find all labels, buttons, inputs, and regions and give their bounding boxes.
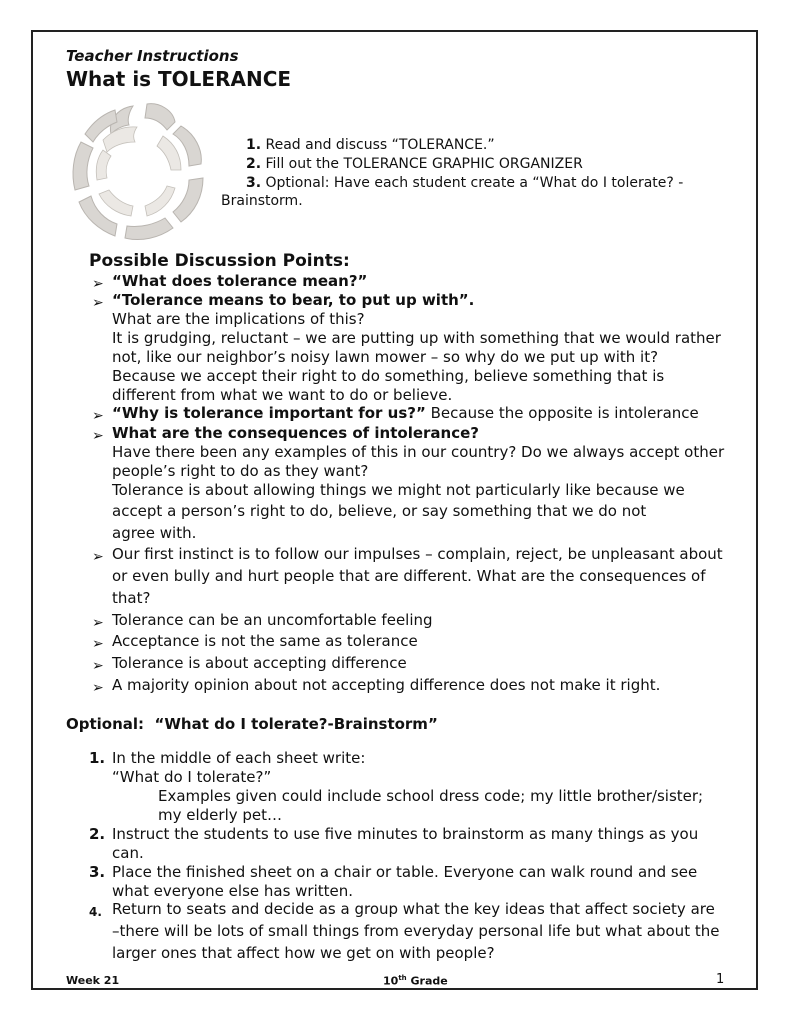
optional-text: my elderly pet… bbox=[158, 806, 283, 824]
bullet-icon: ➢ bbox=[92, 680, 104, 696]
optional-text: larger ones that affect how we get on with people? bbox=[112, 944, 495, 962]
discussion-text: or even bully and hurt people that are different. What are the consequences of bbox=[112, 567, 706, 585]
bullet-icon: ➢ bbox=[92, 636, 104, 652]
discussion-text: Because we accept their right to do something, believe something that is bbox=[112, 367, 665, 385]
step-3: 3. Optional: Have each student create a “What do I tolerate? - bbox=[246, 175, 684, 191]
footer-week: Week 21 bbox=[66, 974, 120, 987]
discussion-point: “Why is tolerance important for us?” Because the opposite is intolerance bbox=[112, 404, 699, 422]
optional-text: Instruct the students to use five minutes to brainstorm as many things as you bbox=[112, 825, 699, 843]
step-1: 1. Read and discuss “TOLERANCE.” bbox=[246, 137, 495, 153]
discussion-point: Our first instinct is to follow our impulses – complain, reject, be unpleasant about bbox=[112, 545, 723, 563]
discussion-point: Tolerance is about accepting difference bbox=[112, 654, 407, 672]
discussion-point: Tolerance can be an uncomfortable feeling bbox=[112, 611, 433, 629]
footer-grade: 10th Grade bbox=[383, 974, 448, 988]
discussion-text: It is grudging, reluctant – we are putting up with something that we would rather bbox=[112, 329, 721, 347]
optional-text: “What do I tolerate?” bbox=[112, 768, 272, 786]
discussion-text: not, like our neighbor’s noisy lawn mower – so why do we put up with it? bbox=[112, 348, 659, 366]
discussion-heading: Possible Discussion Points: bbox=[89, 251, 350, 271]
optional-text: Return to seats and decide as a group what the key ideas that affect society are bbox=[112, 900, 715, 918]
optional-text: Place the finished sheet on a chair or table. Everyone can walk round and see bbox=[112, 863, 698, 881]
discussion-point: Acceptance is not the same as tolerance bbox=[112, 632, 418, 650]
step-number: 3. bbox=[89, 863, 106, 881]
subtitle: Teacher Instructions bbox=[66, 47, 239, 65]
discussion-point: “What does tolerance mean?” bbox=[112, 272, 368, 290]
page-title: What is TOLERANCE bbox=[66, 67, 292, 91]
bullet-icon: ➢ bbox=[92, 615, 104, 631]
optional-heading: Optional: “What do I tolerate?-Brainstorm” bbox=[66, 715, 438, 733]
discussion-point: What are the consequences of intolerance? bbox=[112, 424, 479, 442]
bullet-icon: ➢ bbox=[92, 549, 104, 565]
discussion-point: A majority opinion about not accepting difference does not make it right. bbox=[112, 676, 661, 694]
discussion-point: “Tolerance means to bear, to put up with”. bbox=[112, 291, 475, 309]
optional-text: Examples given could include school dress code; my little brother/sister; bbox=[158, 787, 704, 805]
bullet-icon: ➢ bbox=[92, 408, 104, 424]
hands-circle-image bbox=[63, 100, 210, 246]
discussion-text: different from what we want to do or believe. bbox=[112, 386, 453, 404]
bullet-icon: ➢ bbox=[92, 658, 104, 674]
optional-text: can. bbox=[112, 844, 144, 862]
bullet-icon: ➢ bbox=[92, 295, 104, 311]
discussion-text: people’s right to do as they want? bbox=[112, 462, 369, 480]
discussion-text: accept a person’s right to do, believe, or say something that we do not bbox=[112, 502, 647, 520]
discussion-text: that? bbox=[112, 589, 151, 607]
step-number: 2. bbox=[89, 825, 106, 843]
step-3-continued: Brainstorm. bbox=[221, 193, 303, 209]
bullet-icon: ➢ bbox=[92, 276, 104, 292]
page-number: 1 bbox=[716, 972, 725, 987]
discussion-text: What are the implications of this? bbox=[112, 310, 365, 328]
step-2: 2. Fill out the TOLERANCE GRAPHIC ORGANIZER bbox=[246, 156, 583, 172]
discussion-text: agree with. bbox=[112, 524, 197, 542]
optional-text: what everyone else has written. bbox=[112, 882, 354, 900]
optional-text: –there will be lots of small things from everyday personal life but what about the bbox=[112, 922, 720, 940]
step-number: 1. bbox=[89, 749, 106, 767]
discussion-text: Have there been any examples of this in our country? Do we always accept other bbox=[112, 443, 725, 461]
optional-text: In the middle of each sheet write: bbox=[112, 749, 366, 767]
discussion-text: Tolerance is about allowing things we might not particularly like because we bbox=[112, 481, 685, 499]
bullet-icon: ➢ bbox=[92, 428, 104, 444]
step-number: 4. bbox=[89, 905, 102, 919]
